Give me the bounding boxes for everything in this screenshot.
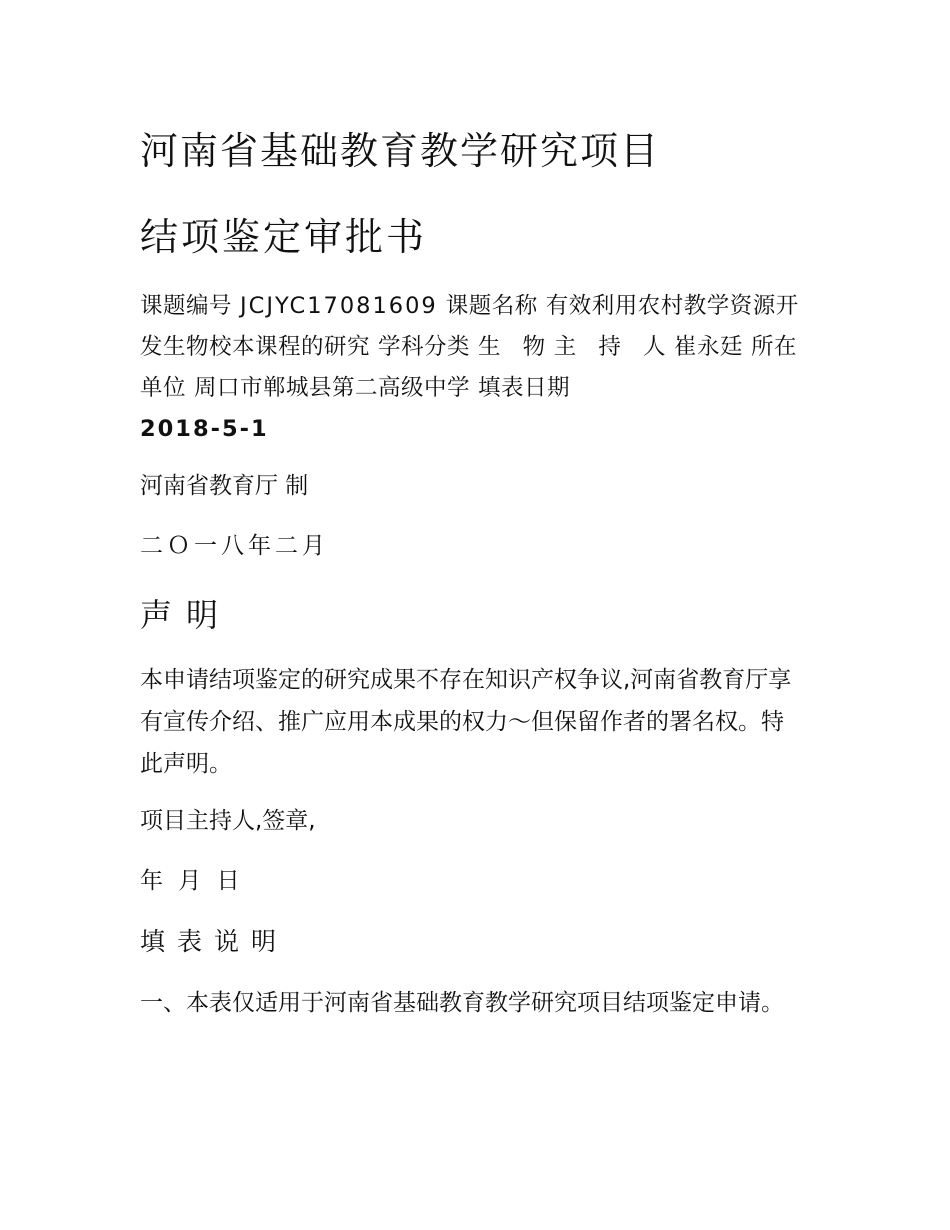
host-label: 主 持 人 xyxy=(553,334,666,360)
unit-label: 所在单位 xyxy=(140,334,798,401)
instructions-heading: 填表说明 xyxy=(140,927,289,956)
code-value: JCJYC17081609 xyxy=(240,293,438,319)
date-value: 2018-5-1 xyxy=(140,416,269,442)
name-label: 课题名称 xyxy=(445,293,538,319)
date-label: 填表日期 xyxy=(478,375,571,401)
host-value: 崔永廷 xyxy=(674,334,744,360)
document-title-line1: 河南省基础教育教学研究项目 xyxy=(140,129,661,173)
declaration-heading: 声明 xyxy=(140,596,233,634)
subject-label: 学科分类 xyxy=(378,334,471,360)
subject-value: 生 物 xyxy=(478,334,546,360)
code-label: 课题编号 xyxy=(140,293,233,319)
declaration-date-line: 年 月 日 xyxy=(140,868,240,894)
issue-date: 二Ｏ一八年二月 xyxy=(140,533,329,559)
declaration-body: 本申请结项鉴定的研究成果不存在知识产权争议,河南省教育厅享有宣传介绍、推广应用本成果的权力～但保留作者的署名权。特此声明。 xyxy=(140,667,792,777)
document-title-line2: 结项鉴定审批书 xyxy=(140,215,428,259)
unit-value: 周口市郸城县第二高级中学 xyxy=(194,375,471,401)
project-meta xyxy=(140,286,805,450)
name-value: 有效利用农村教学资源开发生物校本课程的研究 xyxy=(140,293,799,360)
signature-line: 项目主持人,签章, xyxy=(140,808,316,834)
instructions-item-1: 一、本表仅适用于河南省基础教育教学研究项目结项鉴定申请。 xyxy=(140,990,784,1016)
issuer: 河南省教育厅 制 xyxy=(140,473,309,499)
